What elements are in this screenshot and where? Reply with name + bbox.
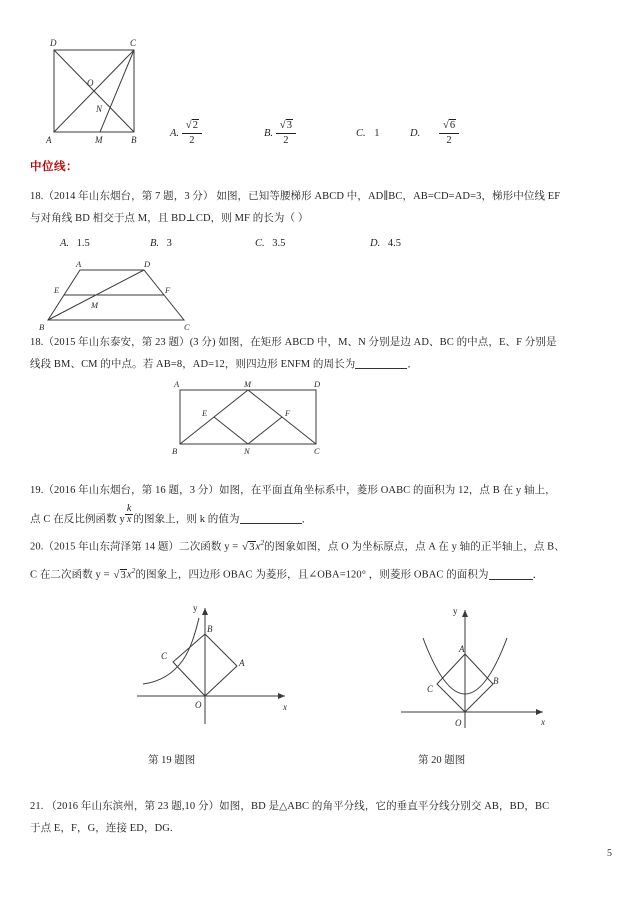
svg-text:N: N (96, 104, 103, 114)
choice-b-denominator: 2 (283, 135, 289, 147)
choice-b[interactable] (264, 120, 296, 147)
svg-text:A: A (76, 259, 82, 269)
svg-text:D: D (50, 38, 57, 48)
question-18a-line2: 与对角线 BD 相交于点 M，且 BD⊥CD，则 MF 的长为（ ） (30, 213, 309, 224)
svg-text:A: A (46, 135, 52, 145)
question-20-radicand-2: 3 (120, 569, 126, 581)
q20-svg (393, 596, 558, 734)
svg-text:B: B (172, 446, 178, 456)
choice-b-value: $\frac{√3}{2}$ (276, 119, 296, 146)
q18a-choice-d-value: 4.5 (387, 238, 401, 249)
svg-text:E: E (202, 408, 208, 418)
question-20-line2 (30, 560, 543, 587)
q18a-choice-c-label: C. (255, 238, 265, 249)
q18a-choice-c[interactable] (255, 238, 285, 249)
svg-text:B: B (131, 135, 137, 145)
svg-text:C: C (161, 651, 168, 661)
choice-a-label: A. (170, 127, 180, 139)
question-21-line1: 21. （2016 年山东滨州，第 23 题,10 分）如图，BD 是△ABC 的角平分线，它的垂直平分线分别交 AB，BD，BC (30, 801, 550, 812)
q18a-choice-a-value: 1.5 (76, 238, 90, 249)
figure-caption-19: 第 19 题图 (148, 755, 196, 766)
question-20-exp-1: 2 (260, 538, 265, 547)
question-20-var-2: x (126, 569, 132, 581)
question-20-line2-tail: ． (532, 569, 544, 581)
q18a-choice-d-label: D. (370, 238, 381, 249)
figure-q20-parabola-rhombus (393, 596, 558, 739)
question-20-line2-pre: C 在二次函数 y = (30, 569, 113, 581)
choice-d[interactable] (410, 120, 459, 147)
question-19-line2-tail: ． (301, 514, 313, 525)
svg-text:F: F (165, 285, 171, 295)
question-20-exp-2: 2 (131, 566, 136, 575)
choice-d-value: $\frac{√6}{2}$ (439, 119, 459, 146)
q18a-choice-d[interactable] (370, 238, 401, 249)
q18a-choice-a[interactable] (60, 238, 90, 249)
question-18b-line2-text: 线段 BM、CM 的中点。若 AB=8，AD=12，则四边形 ENFM 的周长为 (30, 359, 356, 370)
question-19-inverse-fraction (125, 504, 134, 525)
choice-c-label: C. (356, 128, 366, 139)
svg-text:M: M (91, 300, 99, 310)
svg-text:M: M (95, 135, 103, 145)
svg-text:D: D (144, 259, 151, 269)
choice-a-radicand: 2 (192, 120, 198, 131)
question-19-frac-denominator: x (126, 514, 132, 525)
choice-c-value: 1 (374, 128, 380, 139)
question-19-line1: 19.（2016 年山东烟台，第 16 题，3 分）如图，在平面直角坐标系中，菱形 OABC 的面积为 12，点 B 在 y 轴上， (30, 485, 556, 496)
question-19-frac-numerator: k (126, 503, 132, 514)
question-20-radical-2: √3 (113, 568, 126, 581)
question-20-line2-post: 的图象上，四边形 OBAC 为菱形，且∠OBA=120° ，则菱形 OBAC 的面积为 (135, 569, 489, 581)
choice-c[interactable] (356, 128, 380, 139)
question-19-line2-pre: 点 C 在反比例函数 y (30, 514, 125, 525)
q18a-choice-b-value: 3 (166, 238, 172, 249)
figure-q19-rhombus-hyperbola (133, 596, 298, 733)
section-heading-midline: 中位线： (30, 159, 78, 173)
svg-text:x: x (541, 717, 545, 727)
q18a-choice-a-label: A. (60, 238, 70, 249)
trapezoid-svg (34, 256, 209, 332)
svg-text:A: A (239, 658, 245, 668)
question-20-line1 (30, 532, 565, 559)
question-20-line1-post: 的图象如图，点 O 为坐标原点，点 A 在 y 轴的正半轴上，点 B、 (264, 541, 565, 553)
svg-text:C: C (427, 684, 434, 694)
svg-text:A: A (459, 644, 465, 654)
q18a-choice-b[interactable] (150, 238, 172, 249)
choice-d-label: D. (410, 127, 421, 139)
svg-text:B: B (493, 676, 499, 686)
svg-text:E: E (54, 285, 60, 295)
choice-a-value: $\frac{√2}{2}$ (182, 119, 202, 146)
svg-text:C: C (130, 38, 137, 48)
question-20-line1-pre: 20.（2015 年山东菏泽第 14 题）二次函数 y = (30, 541, 242, 553)
svg-text:C: C (314, 446, 320, 456)
question-21-line2: 于点 E，F，G，连接 ED，DG. (30, 823, 173, 834)
question-18b-line2-tail: ． (407, 359, 418, 370)
question-20-radicand-1: 3 (249, 541, 255, 553)
question-18a-line1: 18.（2014 年山东烟台，第 7 题，3 分） 如图，已知等腰梯形 ABCD 中，AD∥BC，AB=CD=AD=3，梯形中位线 EF (30, 191, 561, 202)
svg-text:O: O (87, 78, 94, 88)
svg-text:N: N (244, 446, 250, 456)
rectangle-svg (166, 376, 332, 456)
choice-b-radicand: 3 (286, 120, 292, 131)
choice-d-radicand: 6 (449, 120, 456, 131)
question-20-var-1: x (255, 541, 261, 553)
question-20-radical-1: √3 (242, 540, 255, 553)
question-19-line2 (30, 503, 313, 531)
svg-text:O: O (455, 718, 462, 728)
question-20-answer-blank[interactable] (489, 568, 533, 580)
question-19-line2-post: 的图象上，则 k 的值为 (133, 514, 240, 525)
question-18b-line2 (30, 354, 418, 376)
figure-caption-20: 第 20 题图 (418, 755, 466, 766)
question-19-answer-blank[interactable] (240, 512, 302, 524)
figure-trapezoid-abcd (34, 256, 209, 337)
question-18b-line1: 18.（2015 年山东泰安，第 23 题）(3 分) 如图，在矩形 ABCD 中，M、N 分别是边 AD、BC 的中点，E、F 分别是 (30, 337, 557, 348)
svg-text:D: D (314, 379, 321, 389)
svg-text:x: x (283, 702, 287, 712)
svg-text:F: F (285, 408, 291, 418)
svg-text:A: A (174, 379, 180, 389)
choice-a-denominator: 2 (189, 135, 195, 147)
choice-d-denominator: 2 (446, 135, 452, 147)
q19-svg (133, 596, 298, 728)
q18a-choice-b-label: B. (150, 238, 160, 249)
question-18a-choice-row (0, 238, 640, 258)
page-number: 5 (607, 848, 612, 859)
choice-b-label: B. (264, 127, 274, 139)
svg-text:y: y (193, 603, 198, 613)
choice-a[interactable] (170, 120, 202, 147)
svg-text:C: C (184, 322, 190, 332)
svg-text:B: B (207, 624, 213, 634)
q18a-choice-c-value: 3.5 (272, 238, 286, 249)
svg-text:y: y (453, 606, 458, 616)
figure-rectangle-abcd (166, 376, 332, 461)
question-18b-answer-blank[interactable] (355, 357, 407, 369)
svg-text:B: B (39, 322, 45, 332)
svg-text:M: M (244, 379, 252, 389)
top-choice-row (0, 104, 640, 147)
svg-text:O: O (195, 700, 202, 710)
